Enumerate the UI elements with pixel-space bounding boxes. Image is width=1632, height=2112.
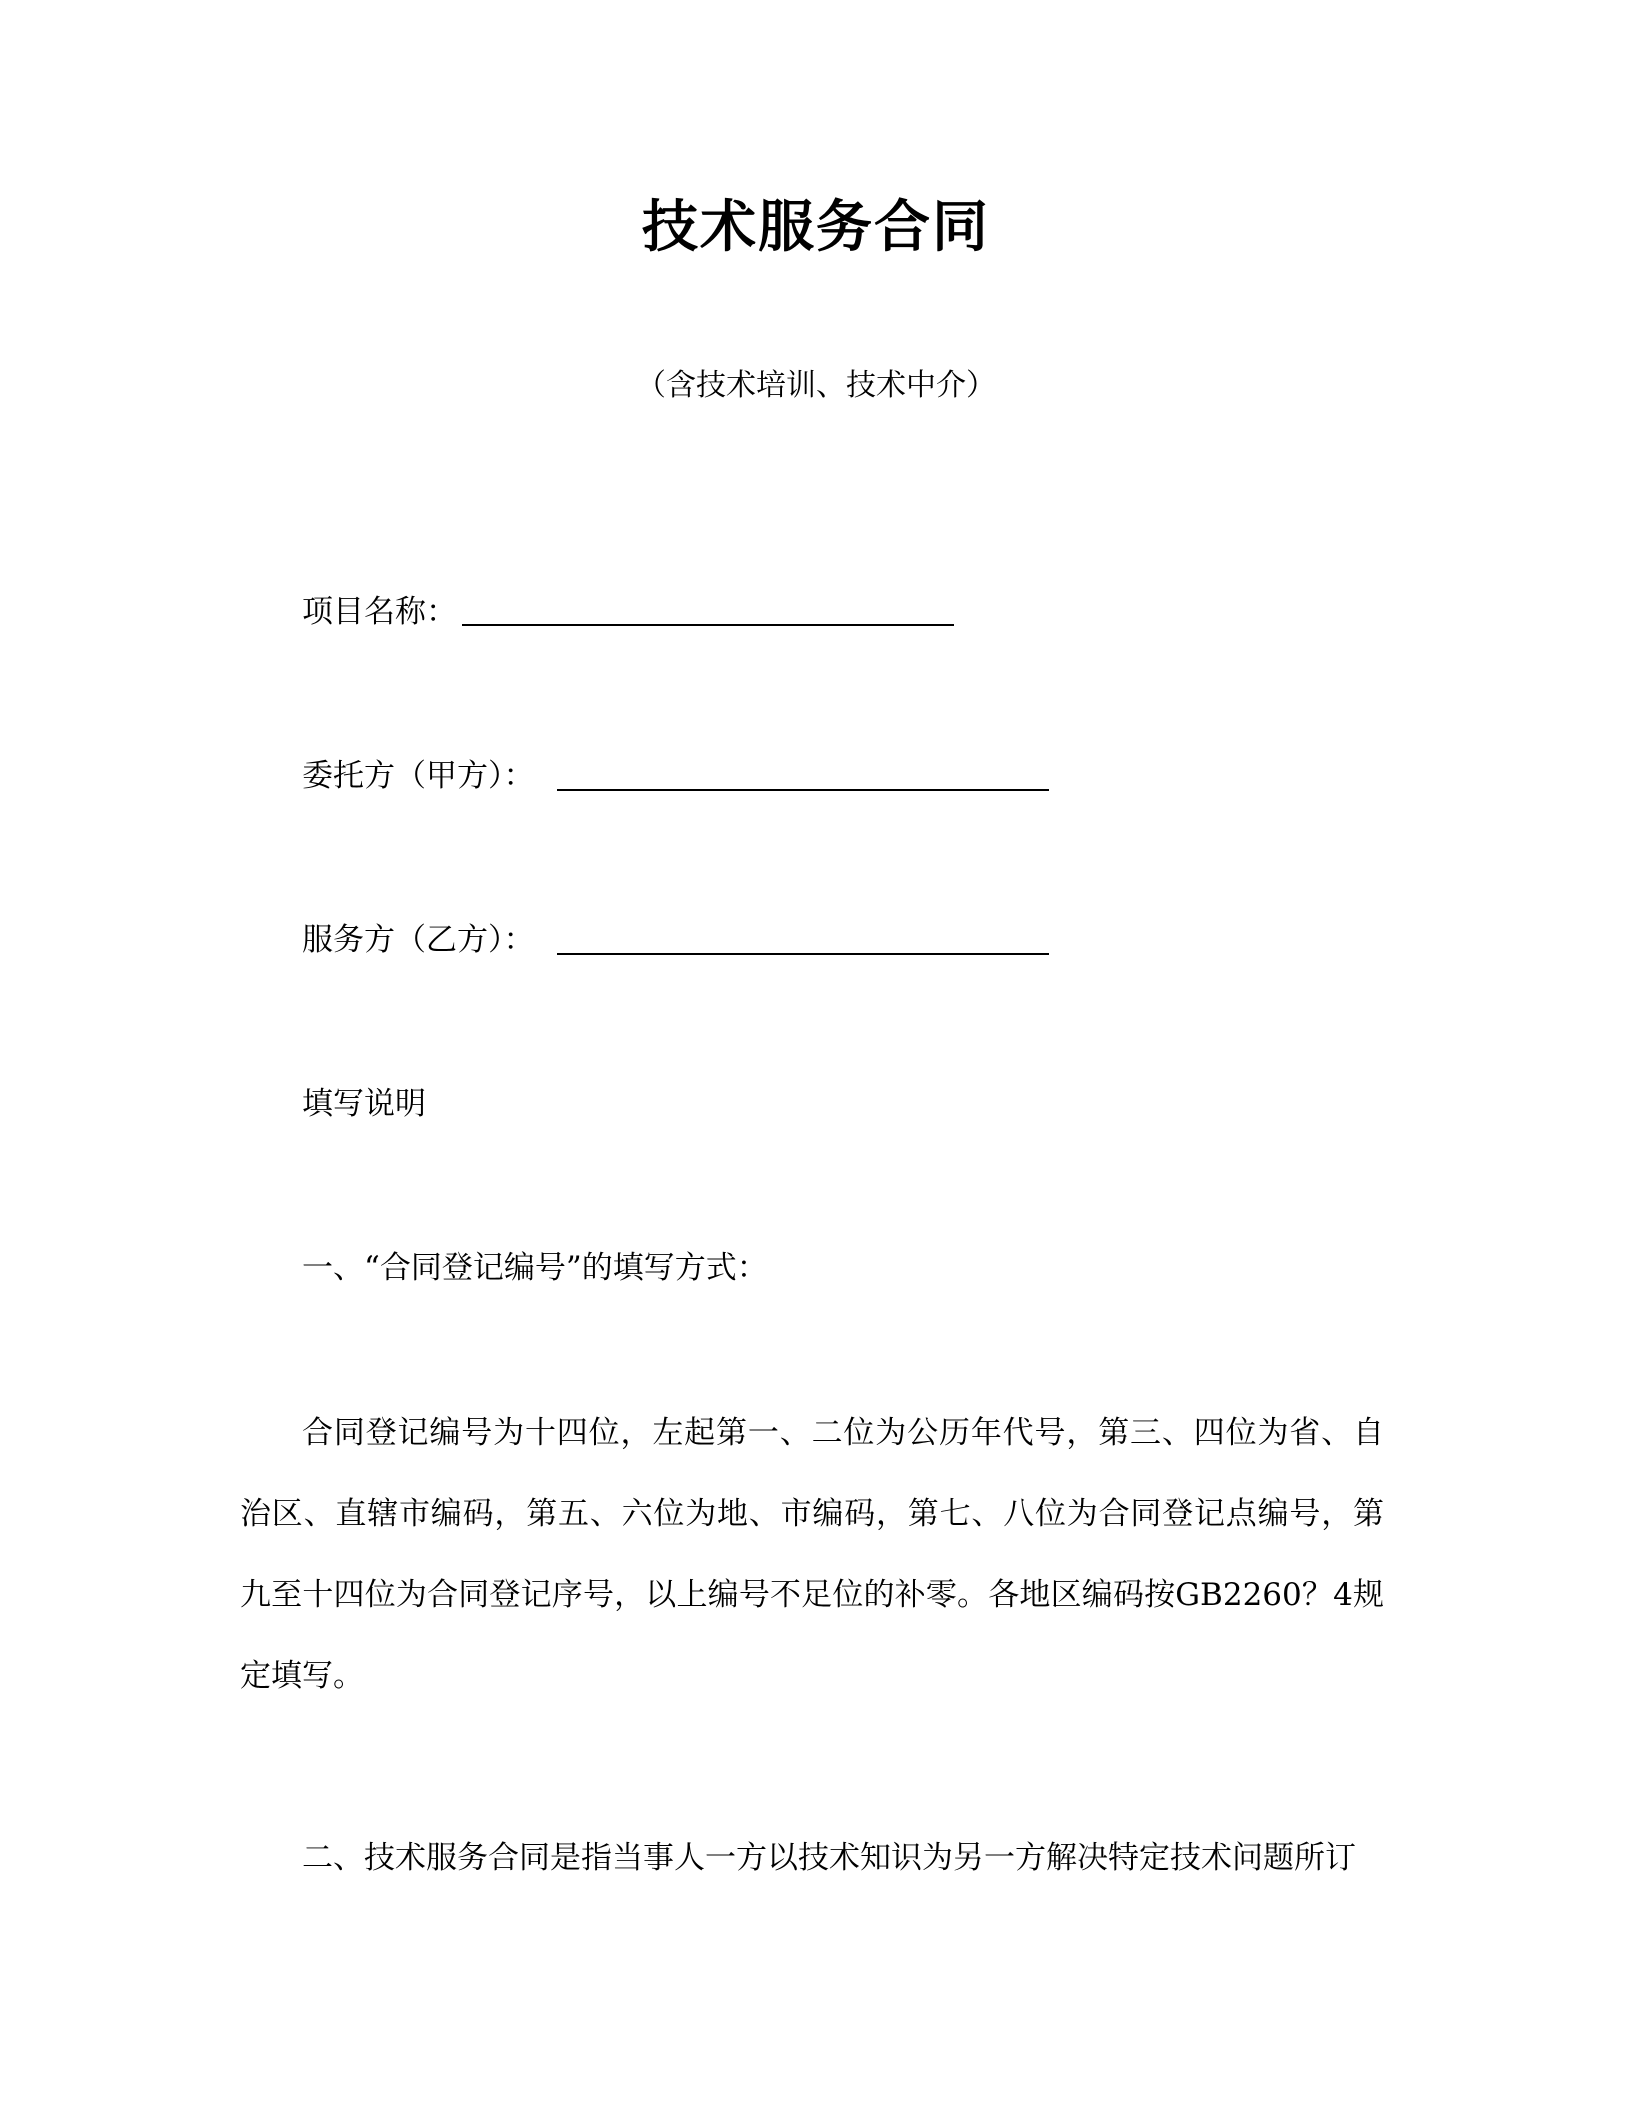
- field-provider-blank: [557, 953, 1049, 955]
- document-subtitle: （含技术培训、技术中介）: [636, 368, 996, 403]
- field-project-name-blank: [462, 624, 954, 626]
- field-client-blank: [557, 789, 1049, 791]
- section-two-start: 二、技术服务合同是指当事人一方以技术知识为另一方解决特定技术问题所订: [302, 1840, 1356, 1876]
- field-project-name-label: 项目名称：: [302, 594, 457, 630]
- field-provider-label: 服务方（乙方）：: [302, 922, 535, 958]
- document-title: 技术服务合同: [642, 195, 990, 260]
- field-provider: [302, 920, 535, 960]
- field-project-name: [302, 592, 457, 632]
- field-client: [302, 756, 535, 796]
- instructions-heading: 填写说明: [302, 1086, 426, 1122]
- field-client-label: 委托方（甲方）：: [302, 758, 535, 794]
- section-one-heading: 一、“合同登记编号”的填写方式：: [302, 1250, 768, 1286]
- section-one-body: 合同登记编号为十四位，左起第一、二位为公历年代号，第三、四位为省、自治区、直辖市编码，第五、六位为地、市编码，第七、八位为合同登记点编号，第九至十四位为合同登记序号，以上编号不足位的补零。各地区编码按GB2260？4规定填写。: [240, 1415, 1384, 1694]
